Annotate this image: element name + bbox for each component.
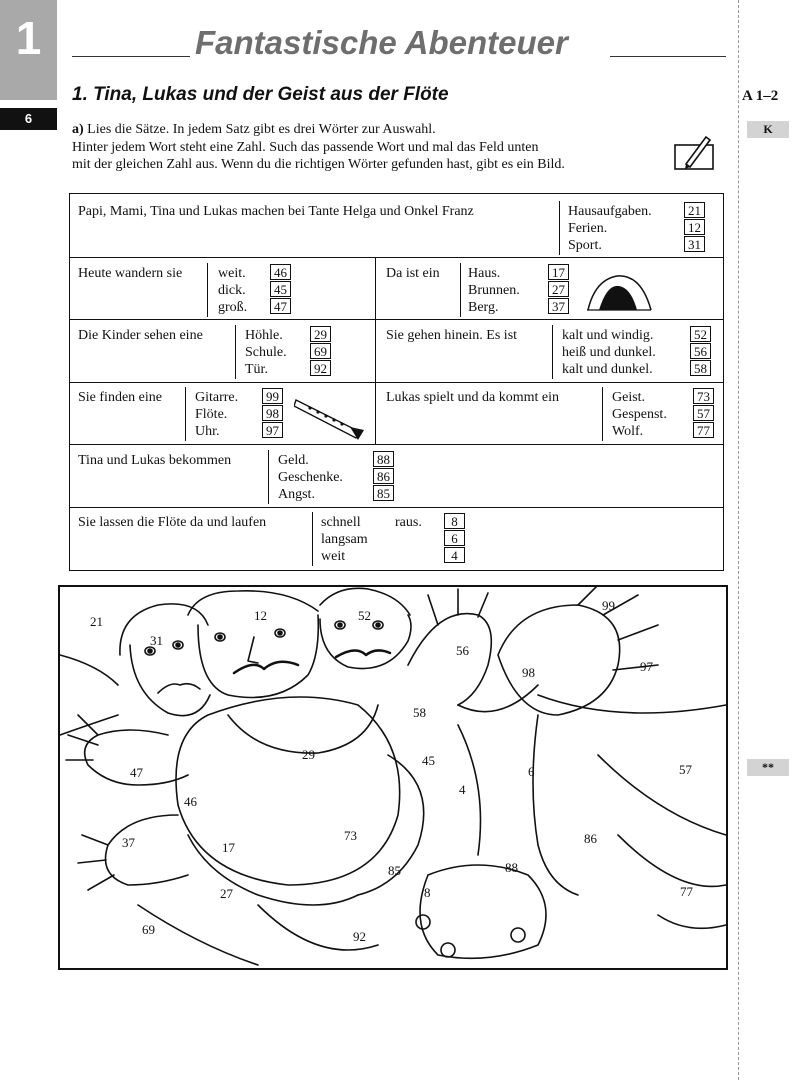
difficulty-badge: ** [747,759,789,776]
number-box: 57 [693,405,714,421]
region-number: 37 [122,835,135,850]
number-box: 21 [684,202,705,218]
region-number: 6 [528,764,535,779]
region-number: 8 [424,885,431,900]
option-word: Geld. [278,453,309,468]
region-number: 57 [679,762,692,777]
task-label: a) [72,122,84,137]
pencil-writing-icon [672,133,718,173]
number-box: 58 [690,360,711,376]
option-word: kalt und dunkel. [562,362,653,377]
region-number: 86 [584,831,597,846]
option-bracket [235,325,236,379]
margin-divider [738,0,739,1080]
option-bracket [185,387,186,441]
number-box: 73 [693,388,714,404]
number-box: 17 [548,264,569,280]
instruction-line-3: mit der gleichen Zahl aus. Wenn du die richtigen Wörter gefunden hast, gibt es ein Bild. [72,157,565,172]
number-box: 6 [444,530,465,546]
region-number: 29 [302,747,315,762]
sentence-stem: Sie gehen hinein. Es ist [386,328,518,343]
title-rule-left [72,56,190,57]
option-word: Gitarre. [195,390,239,405]
instruction-line-2: Hinter jedem Wort steht eine Zahl. Such das passende Wort und mal das Feld unten [72,139,539,155]
sentence-stem: Die Kinder sehen eine [78,328,203,343]
row-divider [70,444,723,445]
option-word: dick. [218,283,246,298]
sentence-stem: Sie finden eine [78,390,162,405]
region-number: 99 [602,598,615,613]
region-number: 88 [505,860,518,875]
paint-by-number-picture [58,585,728,970]
option-bracket [559,201,560,255]
option-word: Uhr. [195,424,220,439]
number-box: 8 [444,513,465,529]
option-word: Wolf. [612,424,644,439]
sentence-tail: raus. [395,515,422,530]
chapter-number: 1 [15,12,42,64]
region-number: 31 [150,633,163,648]
flute-icon [294,394,366,440]
instruction-line-1: Lies die Sätze. In jedem Satz gibt es drei Wörter zur Auswahl. [87,122,436,137]
option-word: Tür. [245,362,268,377]
option-bracket [268,450,269,504]
option-word: Angst. [278,487,315,502]
sentence-stem: Papi, Mami, Tina und Lukas machen bei Tante Helga und Onkel Franz [78,204,474,219]
margin-reference: A 1–2 [742,88,779,104]
option-word: weit [321,549,346,564]
column-divider [375,257,376,444]
number-box: 69 [310,343,331,359]
option-word: Höhle. [245,328,283,343]
sentence-stem: Heute wandern sie [78,266,183,281]
number-box: 12 [684,219,705,235]
region-number: 21 [90,614,103,629]
option-word: Ferien. [568,221,608,236]
option-bracket [602,387,603,441]
row-divider [70,319,723,320]
sentence-stem: Da ist ein [386,266,440,281]
option-word: Flöte. [195,407,228,422]
number-box: 85 [373,485,394,501]
region-number: 52 [358,608,371,623]
option-bracket [552,325,553,379]
option-word: Schule. [245,345,287,360]
option-word: Geist. [612,390,646,405]
number-box: 29 [310,326,331,342]
row-divider [70,507,723,508]
number-box: 31 [684,236,705,252]
sentence-stem: Tina und Lukas bekommen [78,453,232,468]
number-box: 98 [262,405,283,421]
region-number: 97 [640,659,653,674]
number-box: 88 [373,451,394,467]
title-rule-right [610,56,726,57]
option-word: Berg. [468,300,499,315]
region-number: 73 [344,828,357,843]
number-box: 4 [444,547,465,563]
page-number: 6 [0,108,57,130]
level-badge: K [747,121,789,138]
region-number: 46 [184,794,197,809]
region-number: 17 [222,840,235,855]
region-number: 4 [459,782,466,797]
number-box: 56 [690,343,711,359]
number-box: 47 [270,298,291,314]
region-number: 12 [254,608,267,623]
number-box: 46 [270,264,291,280]
region-number: 98 [522,665,535,680]
instruction [72,121,672,174]
exercise-table [69,193,724,571]
number-box: 37 [548,298,569,314]
option-bracket [460,263,461,317]
option-word: Geschenke. [278,470,343,485]
region-number: 58 [413,705,426,720]
option-word: heiß und dunkel. [562,345,656,360]
option-word: langsam [321,532,368,547]
number-box: 92 [310,360,331,376]
number-box: 97 [262,422,283,438]
cave-icon [585,272,653,312]
row-divider [70,382,723,383]
unit-title: Fantastische Abenteuer [195,24,568,61]
row-divider [70,257,723,258]
region-number: 47 [130,765,143,780]
region-number: 27 [220,886,233,901]
region-number: 77 [680,884,693,899]
option-word: Haus. [468,266,501,281]
region-number: 69 [142,922,155,937]
sentence-stem: Sie lassen die Flöte da und laufen [78,515,267,530]
option-word: weit. [218,266,246,281]
number-box: 99 [262,388,283,404]
region-number: 92 [353,929,366,944]
region-number: 45 [422,753,435,768]
option-word: Gespenst. [612,407,667,422]
number-box: 77 [693,422,714,438]
lesson-title: 1. Tina, Lukas und der Geist aus der Flöte [72,84,449,105]
option-word: kalt und windig. [562,328,654,343]
number-box: 45 [270,281,291,297]
number-box: 52 [690,326,711,342]
region-number: 85 [388,863,401,878]
option-word: groß. [218,300,248,315]
option-word: Sport. [568,238,602,253]
option-bracket [312,512,313,566]
sentence-stem: Lukas spielt und da kommt ein [386,390,560,405]
option-word: Brunnen. [468,283,520,298]
option-word: schnell [321,515,361,530]
region-number: 56 [456,643,469,658]
option-word: Hausaufgaben. [568,204,652,219]
number-box: 86 [373,468,394,484]
number-box: 27 [548,281,569,297]
option-bracket [207,263,208,317]
